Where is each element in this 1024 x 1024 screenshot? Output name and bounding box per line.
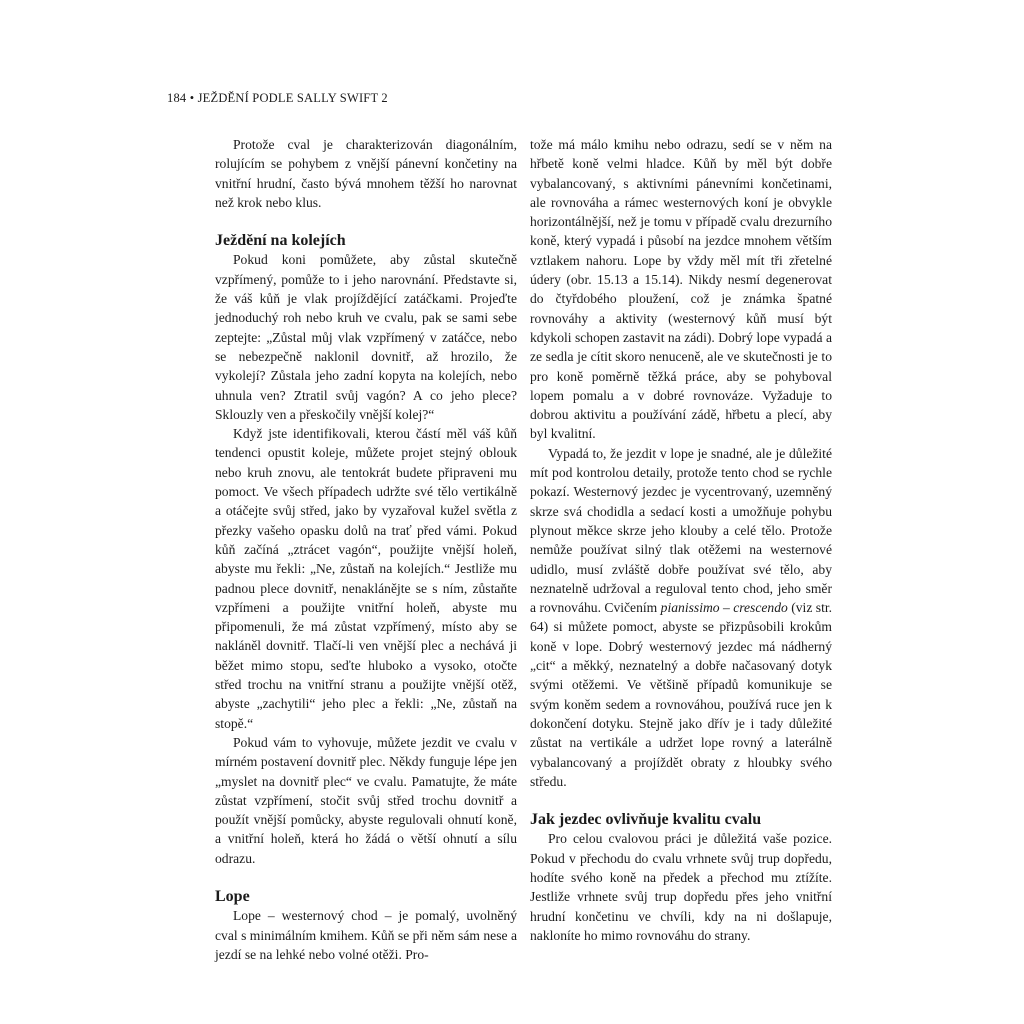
- bullet-separator: •: [189, 91, 195, 105]
- paragraph: Pro celou cvalovou práci je důležitá vaše pozice. Pokud v přechodu do cvalu vrhnete svůj trup dopředu, hodíte svého koně na předek a přechod mu ztížíte. Jestliže vrhnete svůj trup dopředu přes jeho vnitřní hrudní končetinu ve chvíli, kdy na ni došlapuje, nakloníte ho mimo rovnováhu do strany.: [530, 831, 832, 943]
- left-column: [215, 135, 517, 964]
- right-column: [530, 135, 832, 945]
- section-heading-rider-influence: Jak jezdec ovlivňuje kvalitu cvalu: [530, 811, 762, 829]
- paragraph: [530, 444, 832, 791]
- running-title: JEŽDĚNÍ PODLE SALLY SWIFT 2: [197, 91, 388, 105]
- paragraph: Pokud koni pomůžete, aby zůstal skutečně vzpřímený, pomůže to i jeho narovnání. Představte si, že váš kůň je vlak projíždějící zatáčkami. Projeďte jednoduchý roh nebo kruh ve cvalu, pak se sami sebe zeptejte: „Zůstal můj vlak vzpřímený v zatáčce, nebo se nebezpečně naklonil dovnitř, až hrozilo, že vykolejí? Zůstala jeho zadní kopyta na kolejích, nebo uhnula ven? Ztratil svůj vagón? A co jeho plece? Sklouzly ven a přeskočily vnější kolej?“: [215, 252, 517, 422]
- intro-paragraph: Protože cval je charakterizován diagonálním, rolujícím se pohybem z vnější pánevní končetiny na vnitřní hrudní, často bývá mnohem těžší ho narovnat než krok nebo klus.: [215, 137, 517, 210]
- paragraph-continued: tože má málo kmihu nebo odrazu, sedí se v něm na hřbetě koně velmi hladce. Kůň by měl být dobře vybalancovaný, s aktivními pánevními končetinami, ale rovnováha a rámec westernových koní je obvykle horizontálnější, než je tomu v případě cvalu drezurního koně, který vypadá i působí na jezdce mnohem větším vztlakem nahoru. Lope by vždy měl mít tři zřetelné údery (obr. 15.13 a 15.14). Nikdy nesmí degenerovat do čtyřdobého ploužení, což je známka špatné rovnováhy a aktivity (westernový kůň musí být kdykoli schopen zastavit na zádi). Dobrý lope vypadá a ze sedla je cítit skoro nenuceně, ale ve skutečnosti je to pro koně poměrně těžká práce, aby se pohyboval lopem pomalu a v dobré rovnováze. Vyžaduje to dobrou aktivitu a používání zádě, hřbetu a plecí, aby byl kvalitní.: [530, 137, 832, 442]
- paragraph-text: (viz str. 64) si můžete pomoct, abyste se přizpůsobili krokům koně v lope. Dobrý westernový jezdec má nádherný „cit“ a měkký, neznatelný a dobře načasovaný dotyk svými otěžemi. Ve většině případů komunikuje se svým koněm sedem a rovnováhou, používá ruce jen k dokončení dotyku. Stejně jako dřív je i tady důležité zůstat na vertikále a udržet lope rovný a laterálně vybalancovaný a projíždět obraty z hloubky svého středu.: [530, 600, 833, 789]
- section-heading-rails: Ježdění na kolejích: [215, 232, 346, 250]
- paragraph: Pokud vám to vyhovuje, můžete jezdit ve cvalu v mírném postavení dovnitř plec. Někdy funguje lépe jen „myslet na dovnitř plec“ ve cvalu. Pamatujte, že máte zůstat vzpřímení, stočit svůj střed trochu dovnitř a použít vnější pomůcky, abyste regulovali ohnutí koně, a vnitřní holeň, která ho žádá o větší ohnutí a sílu odrazu.: [215, 734, 517, 866]
- paragraph: Lope – westernový chod – je pomalý, uvolněný cval s minimálním kmihem. Kůň se při něm sám nese a jezdí se na lehké nebo volné otěži. Pro-: [215, 908, 517, 962]
- emphasis-term: pianissimo – crescendo: [660, 600, 788, 616]
- page-number: 184: [167, 91, 187, 105]
- section-heading-lope: Lope: [215, 887, 250, 905]
- paragraph: Když jste identifikovali, kterou částí měl váš kůň tendenci opustit koleje, můžete projet stejný oblouk nebo kruh znovu, ale tentokrát budete připraveni mu pomoct. Ve všech případech udržte své tělo vertikálně a otáčejte svůj střed, jako by vyzařoval kužel světla z přezky vašeho opasku dolů na trať před vámi. Pokud kůň začíná „ztrácet vagón“, použijte vnější holeň, abyste mu řekli: „Ne, zůstaň na kolejích.“ Jestliže mu padnou plece dovnitř, nenaklánějte se s ním, zůstaňte vzpřímeni a použijte vnitřní holeň, abyste mu připomenuli, že má zůstat vzpřímený, místo aby se nakláněl dovnitř. Tlačí-li ven vnější plec a nechává ji běžet mimo stopu, seďte hluboko a vysoko, otočte střed trochu na vnitřní stranu a použijte vnější otěž, abyste „zachytili“ jeho plec a řekli: „Ne, zůstaň na stopě.“: [215, 426, 517, 731]
- paragraph-text: Vypadá to, že jezdit v lope je snadné, ale je důležité mít pod kontrolou detaily, protože tento chod se rychle pokazí. Westernový jezdec je vycentrovaný, uzemněný skrze svá chodidla a sedací kosti a umožňuje pohybu plynout měkce skrze jeho klouby a celé tělo. Protože nemůže používat silný tlak otěžemi na westernové udidlo, musí zvláště dobře používat své tělo, aby neznatelně udržoval a reguloval tento chod, jeho směr a rovnováhu. Cvičením: [530, 445, 832, 616]
- running-head: [167, 91, 388, 106]
